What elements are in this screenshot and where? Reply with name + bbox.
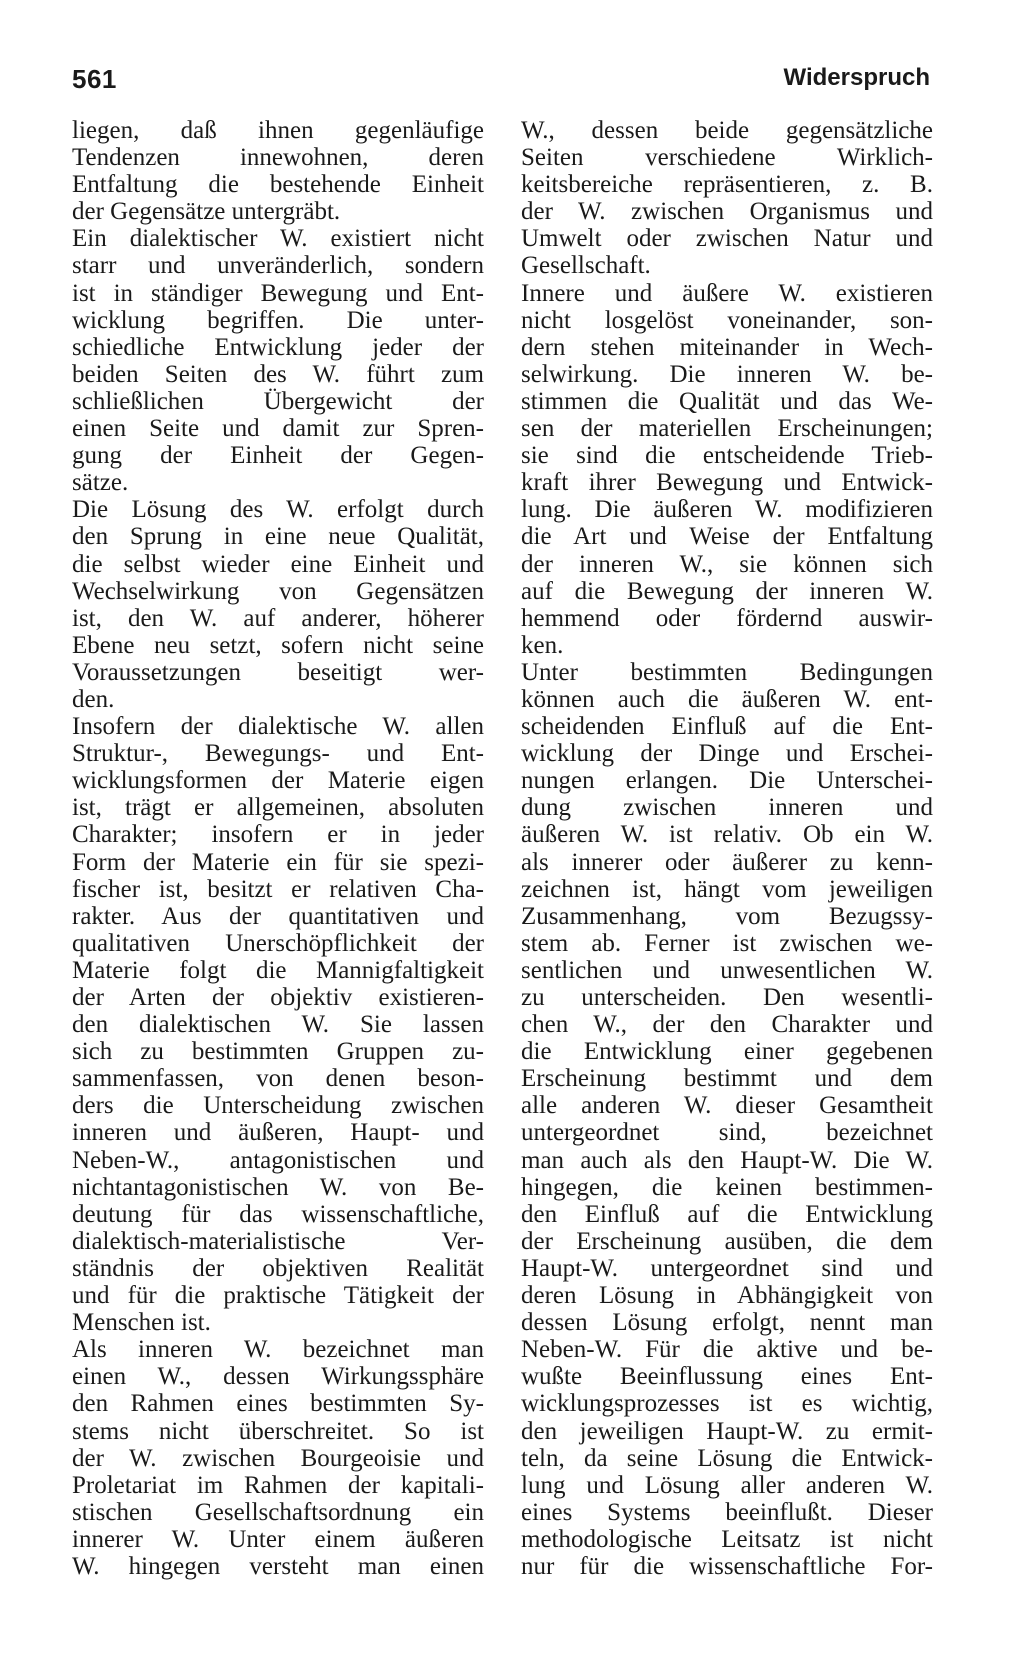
right-text-column [521,117,933,1580]
text-line: nur für die wissenschaftliche For- [521,1552,933,1580]
text-line: rakter. Aus der quantitativen und [72,902,484,930]
text-line: Struktur-, Bewegungs- und Ent- [72,740,484,768]
text-line: die Entwicklung einer gegebenen [521,1038,933,1066]
text-line: auf die Bewegung der inneren W. [521,577,933,605]
text-line: stem ab. Ferner ist zwischen we- [521,929,933,957]
text-line: den Sprung in eine neue Qualität, [72,523,484,551]
text-line: Entfaltung die bestehende Einheit [72,171,484,199]
text-line: stischen Gesellschaftsordnung ein [72,1498,484,1526]
text-line: sätze. [72,469,129,497]
text-line: wicklungsprozesses ist es wichtig, [521,1390,933,1418]
text-line: Haupt-W. untergeordnet sind und [521,1254,933,1282]
text-line: qualitativen Unerschöpflichkeit der [72,929,484,957]
text-line: Zusammenhang, vom Bezugssy- [521,902,933,930]
text-line: man auch als den Haupt-W. Die W. [521,1146,933,1174]
text-line: Neben-W. Für die aktive und be- [521,1336,933,1364]
text-line: Erscheinung bestimmt und dem [521,1065,933,1093]
text-line: nungen erlangen. Die Unterschei- [521,767,933,795]
text-line: der Erscheinung ausüben, die dem [521,1227,933,1255]
text-line: Charakter; insofern er in jeder [72,821,484,849]
text-line: ist in ständiger Bewegung und Ent- [72,279,484,307]
text-line: sich zu bestimmten Gruppen zu- [72,1038,484,1066]
running-head: Widerspruch [783,64,930,91]
text-line: selwirkung. Die inneren W. be- [521,360,933,388]
text-line: inneren und äußeren, Haupt- und [72,1119,484,1147]
text-line: W. hingegen versteht man einen [72,1552,484,1580]
text-line: innerer W. Unter einem äußeren [72,1525,484,1553]
text-line: gung der Einheit der Gegen- [72,442,484,470]
text-line: teln, da seine Lösung die Entwick- [521,1444,933,1472]
text-line: Menschen ist. [72,1309,211,1337]
text-line: sentlichen und unwesentlichen W. [521,956,933,984]
page-number: 561 [72,64,117,94]
text-line: wicklungsformen der Materie eigen [72,767,484,795]
text-line: sammenfassen, von denen beson- [72,1065,484,1093]
text-line: sie sind die entscheidende Trieb- [521,442,933,470]
text-line: Ein dialektischer W. existiert nicht [72,225,484,253]
text-line: starr und unveränderlich, sondern [72,252,484,280]
text-line: Innere und äußere W. existieren [521,279,933,307]
text-line: der inneren W., sie können sich [521,550,933,578]
text-line: Materie folgt die Mannigfaltigkeit [72,956,484,984]
text-line: wicklung begriffen. Die unter- [72,306,484,334]
text-line: den jeweiligen Haupt-W. zu ermit- [521,1417,933,1445]
text-line: die Art und Weise der Entfaltung [521,523,933,551]
text-line: hemmend oder fördernd auswir- [521,604,933,632]
text-line: der Arten der objektiv existieren- [72,984,484,1011]
text-line: sen der materiellen Erscheinungen; [521,415,933,443]
text-line: Tendenzen innewohnen, deren [72,144,484,172]
text-line: Insofern der dialektische W. allen [72,713,484,741]
text-line: zu unterscheiden. Den wesentli- [521,984,933,1011]
text-line: Als inneren W. bezeichnet man [72,1336,484,1364]
text-line: als innerer oder äußerer zu kenn- [521,848,933,876]
text-line: einen Seite und damit zur Spren- [72,415,484,443]
text-line: ständnis der objektiven Realität [72,1254,484,1282]
text-line: Umwelt oder zwischen Natur und [521,225,933,253]
text-line: Unter bestimmten Bedingungen [521,658,933,686]
text-line: Wechselwirkung von Gegensätzen [72,577,484,605]
text-line: stems nicht überschreitet. So ist [72,1417,484,1445]
text-line: den Rahmen eines bestimmten Sy- [72,1390,484,1418]
text-line: Ebene neu setzt, sofern nicht seine [72,631,484,659]
text-line: schiedliche Entwicklung jeder der [72,333,484,361]
left-text-column [72,117,484,1580]
text-line: Proletariat im Rahmen der kapitali- [72,1471,484,1499]
text-line: chen W., der den Charakter und [521,1011,933,1039]
text-line: wußte Beeinflussung eines Ent- [521,1363,933,1391]
text-line: W., dessen beide gegensätzliche [521,117,933,144]
text-line: dialektisch-materialistische Ver- [72,1227,484,1255]
text-line: methodologische Leitsatz ist nicht [521,1525,933,1553]
text-line: ist, den W. auf anderer, höherer [72,604,484,632]
text-line: alle anderen W. dieser Gesamtheit [521,1092,933,1120]
text-line: die selbst wieder eine Einheit und [72,550,484,578]
text-line: den dialektischen W. Sie lassen [72,1011,484,1039]
text-line: nicht losgelöst voneinander, son- [521,306,933,334]
text-line: deren Lösung in Abhängigkeit von [521,1282,933,1310]
text-line: hingegen, die keinen bestimmen- [521,1173,933,1201]
text-line: Form der Materie ein für sie spezi- [72,848,484,876]
text-line: stimmen die Qualität und das We- [521,387,933,415]
text-line: dung zwischen inneren und [521,794,933,822]
text-line: deutung für das wissenschaftliche, [72,1200,484,1228]
text-line: schließlichen Übergewicht der [72,387,484,415]
text-line: kraft ihrer Bewegung und Entwick- [521,469,933,497]
text-line: können auch die äußeren W. ent- [521,685,933,713]
text-line: scheidenden Einfluß auf die Ent- [521,713,933,741]
text-line: einen W., dessen Wirkungssphäre [72,1363,484,1391]
text-line: Die Lösung des W. erfolgt durch [72,496,484,524]
text-line: dern stehen miteinander in Wech- [521,333,933,361]
text-line: eines Systems beeinflußt. Dieser [521,1498,933,1526]
text-line: der W. zwischen Organismus und [521,198,933,226]
text-line: wicklung der Dinge und Erschei- [521,740,933,768]
text-line: ist, trägt er allgemeinen, absoluten [72,794,484,822]
text-line: Seiten verschiedene Wirklich- [521,144,933,172]
text-line: äußeren W. ist relativ. Ob ein W. [521,821,933,849]
text-line: beiden Seiten des W. führt zum [72,360,484,388]
text-line: lung. Die äußeren W. modifizieren [521,496,933,524]
text-line: lung und Lösung aller anderen W. [521,1471,933,1499]
text-line: der W. zwischen Bourgeoisie und [72,1444,484,1472]
text-line: keitsbereiche repräsentieren, z. B. [521,171,933,199]
text-line: Voraussetzungen beseitigt wer- [72,658,484,686]
text-line: den Einfluß auf die Entwicklung [521,1200,933,1228]
text-line: untergeordnet sind, bezeichnet [521,1119,933,1147]
text-line: und für die praktische Tätigkeit der [72,1282,484,1310]
text-line: den. [72,685,115,713]
text-line: ders die Unterscheidung zwischen [72,1092,484,1120]
text-line: der Gegensätze untergräbt. [72,198,341,226]
text-line: Neben-W., antagonistischen und [72,1146,484,1174]
text-line: dessen Lösung erfolgt, nennt man [521,1309,933,1337]
text-line: nichtantagonistischen W. von Be- [72,1173,484,1201]
text-line: fischer ist, besitzt er relativen Cha- [72,875,484,903]
text-line: ken. [521,631,564,659]
text-line: zeichnen ist, hängt vom jeweiligen [521,875,933,903]
text-line: Gesellschaft. [521,252,651,280]
text-line: liegen, daß ihnen gegenläufige [72,117,484,144]
